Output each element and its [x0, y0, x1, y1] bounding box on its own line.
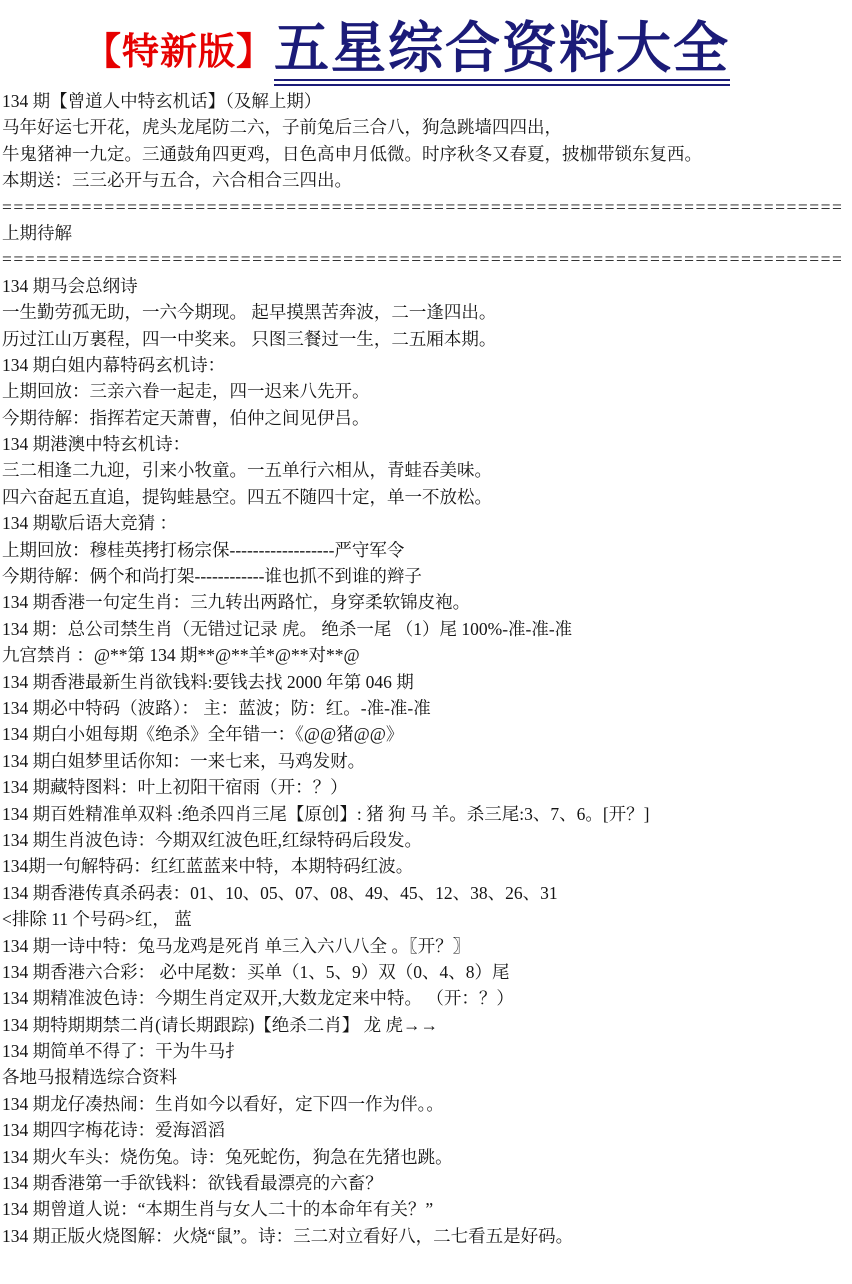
text-line: 134 期白姐内幕特码玄机诗：	[2, 354, 226, 375]
text-line: 134 期白小姐每期《绝杀》全年错一：《@@猪@@》	[2, 724, 404, 745]
text-line: 134 期一诗中特：兔马龙鸡是死肖 单三入六八八全 。〖开？〗	[2, 935, 471, 956]
text-line: 134 期生肖波色诗：今期双红波色旺,红绿特码后段发。	[2, 829, 422, 850]
text-line: 134 期香港一句定生肖：三九转出两路忙，身穿柔软锦皮袍。	[2, 592, 471, 613]
text-line: 134 期百姓精准单双料 :绝杀四肖三尾【原创】: 猪 狗 马 羊。杀三尾:3、7、6。[开？]	[2, 803, 650, 824]
page-header	[0, 0, 852, 86]
separator-line: ==========================================================================	[2, 196, 844, 217]
text-line: 各地马报精选综合资料	[2, 1067, 177, 1088]
separator-line: ==========================================================================	[2, 249, 844, 270]
text-line: 一生勤劳孤无助，一六今期现。 起早摸黑苦奔波，二一逢四出。	[2, 302, 497, 323]
text-line: 134 期火车头：烧伤兔。诗：兔死蛇伤，狗急在先猪也跳。	[2, 1146, 453, 1167]
text-line: 上期待解	[2, 222, 72, 243]
text-line: 134 期白姐梦里话你知：一来七来，马鸡发财。	[2, 750, 366, 771]
text-line: <排除 11 个号码>红， 蓝	[2, 909, 192, 930]
text-line: 三二相逢二九迎，引来小牧童。一五单行六相从，青蛙吞美味。	[2, 460, 492, 481]
text-line: 上期回放：三亲六眷一起走，四一迟来八先开。	[2, 381, 370, 402]
text-line: 134 期龙仔凑热闹：生肖如今以看好，定下四一作为伴。。	[2, 1093, 444, 1114]
text-line: 上期回放：穆桂英拷打杨宗保------------------严守军令	[2, 539, 405, 560]
text-line: 134 期：总公司禁生肖（无错过记录 虎。 绝杀一尾 （1）尾 100%-准-准-准	[2, 618, 573, 639]
text-line: 牛鬼猪神一九定。三通鼓角四更鸡，日色高申月低微。时序秋冬又春夏，披枷带锁东复西。	[2, 143, 702, 164]
text-line: 四六奋起五直追，提钩蛙悬空。四五不随四十定，单一不放松。	[2, 486, 492, 507]
text-line: 134 期歇后语大竞猜 ：	[2, 513, 177, 534]
text-line: 134 期港澳中特玄机诗：	[2, 434, 191, 455]
text-line: 134 期简单不得了：干为牛马扌	[2, 1041, 243, 1062]
text-line: 今期待解：俩个和尚打架------------谁也抓不到谁的辫子	[2, 566, 422, 587]
text-line: 134 期特期期禁二肖(请长期跟踪)【绝杀二肖】 龙 虎→→	[2, 1014, 439, 1035]
text-line: 134 期精准波色诗：今期生肖定双开,大数龙定来中特。 （开：？）	[2, 988, 514, 1009]
text-line: 134 期马会总纲诗	[2, 275, 138, 296]
text-line: 今期待解：指挥若定天萧曹，伯仲之间见伊吕。	[2, 407, 370, 428]
content-lines	[0, 86, 852, 1249]
text-line: 马年好运七开花，虎头龙尾防二六，子前兔后三合八，狗急跳墙四四出，	[2, 117, 562, 138]
text-line: 134 期四字梅花诗：爱海滔滔	[2, 1120, 226, 1141]
text-line: 134 期香港传真杀码表：01、10、05、07、08、49、45、12、38、26、31	[2, 882, 558, 903]
text-line: 134 期藏特图料：叶上初阳干宿雨（开：？）	[2, 777, 348, 798]
text-line: 134 期正版火烧图解：火烧“鼠”。诗：三二对立看好八，二七看五是好码。	[2, 1225, 574, 1246]
edition-badge: 【特新版】	[84, 32, 274, 73]
text-line: 九宫禁肖 ：@**第 134 期**@**羊*@**对**@	[2, 645, 360, 666]
text-line: 134期一句解特码：红红蓝蓝来中特，本期特码红波。	[2, 856, 414, 877]
page-title: 五星综合资料大全	[274, 21, 730, 86]
text-line: 本期送：三三必开与五合，六合相合三四出。	[2, 170, 352, 191]
text-line: 134 期香港六合彩： 必中尾数：买单（1、5、9）双（0、4、8）尾	[2, 961, 510, 982]
text-line: 134 期香港最新生肖欲钱料:要钱去找 2000 年第 046 期	[2, 671, 414, 692]
text-line: 134 期香港第一手欲钱料：欲钱看最漂亮的六畜？	[2, 1173, 383, 1194]
text-line: 134 期曾道人说：“本期生肖与女人二十的本命年有关？”	[2, 1199, 434, 1220]
text-line: 历过江山万裏程，四一中奖来。 只图三餐过一生，二五厢本期。	[2, 328, 497, 349]
text-line: 134 期必中特码（波路）： 主：蓝波；防：红。-准-准-准	[2, 697, 431, 718]
text-line: 134 期【曾道人中特玄机话】（及解上期）	[2, 91, 322, 111]
